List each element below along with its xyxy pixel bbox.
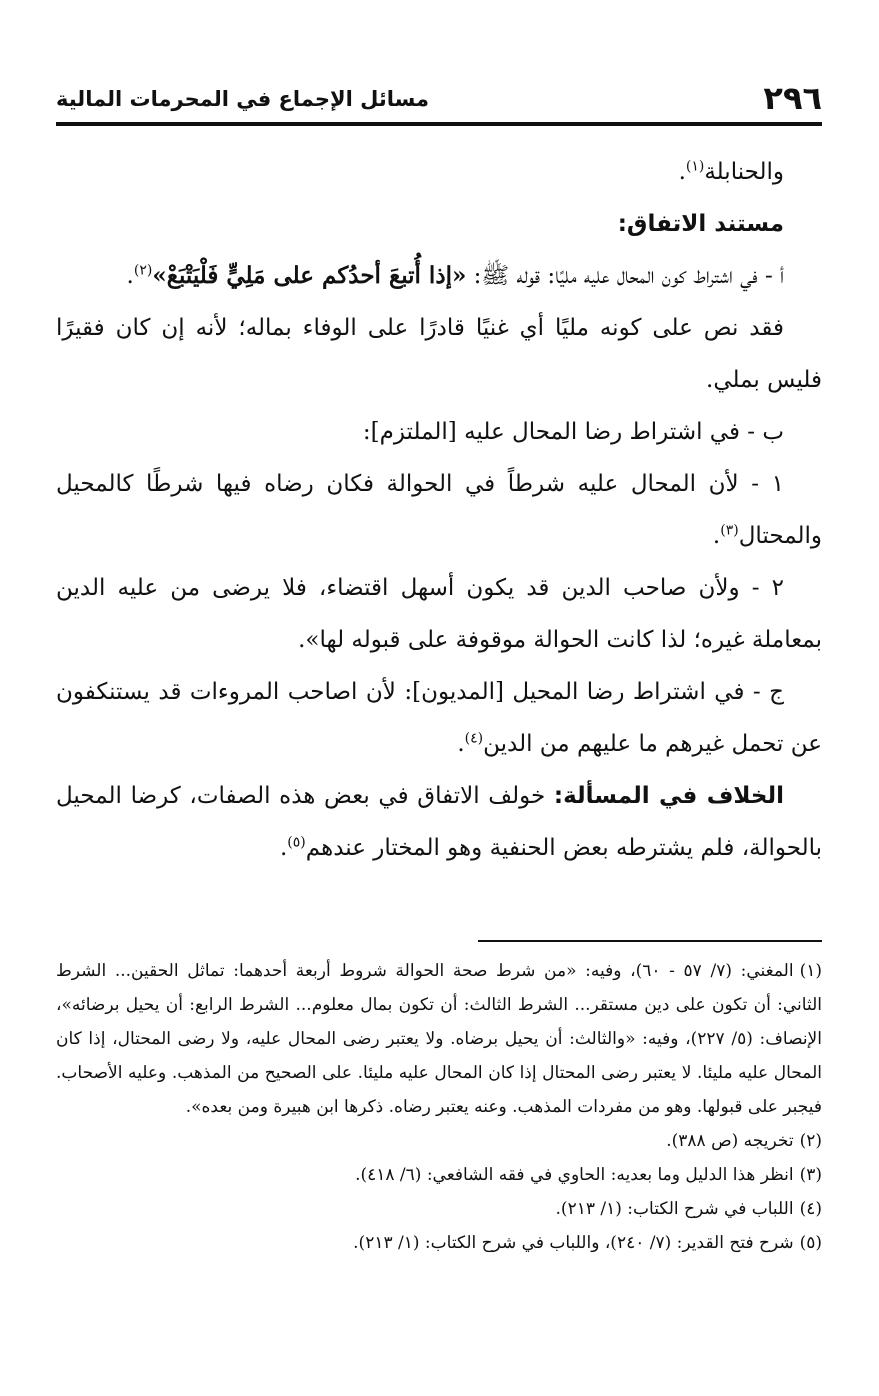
paragraph-one: ١ - لأن المحال عليه شرطاً في الحوالة فكان رضاه فيها شرطًا كالمحيل والمحتال$^{(٣)}$. bbox=[56, 471, 822, 549]
paragraph-jim: ج - في اشتراط رضا المحيل [المديون]: لأن اصاحب المروءات قد يستنكفون عن تحمل غيرهم ما عليهم من الدين$^{(٤)}$. bbox=[56, 679, 822, 757]
hadith-text: «إذا أُتبعَ أحدُكم على مَلِيٍّ فَلْيَتْبَعْ» bbox=[152, 262, 467, 289]
footnote-item: (١)المغني: (٧/ ٥٧ - ٦٠)، وفيه: «من شرط صحة الحوالة شروط أربعة أحدهما: تماثل الحقين... الشرط الثاني: أن تكون على دين مستقر... الشرط الثالث: أن تكون بمال معلوم... الشرط الرابع: أن يحيل برضائه»، الإنصاف: (٥/ ٢٢٧)، وفيه: «والثالث: أن يحيل برضاه. ولا يعتبر رضى المحال عليه، ولا رضى المحتال، إذا كان المحال عليه مليئا. لا يعتبر رضى المحتال إذا كان المحال عليه مليئا. على الصحيح من المذهب. وعليه الأصحاب. فيجبر على قبولها. وهو من مفردات المذهب. وعنه يعتبر رضاه. ذكرها ابن هبيرة ومن بعده». bbox=[56, 961, 822, 1117]
paragraph-explain: فقد نص على كونه مليًا أي غنيًا قادرًا على الوفاء بماله؛ لأنه إن كان فقيرًا فليس بملي. bbox=[56, 315, 822, 393]
footnote-item: (٤)اللباب في شرح الكتاب: (١/ ٢١٣). bbox=[555, 1199, 822, 1219]
footnote-ref-2: (٢) bbox=[133, 262, 153, 279]
running-title: مسائل الإجماع في المحرمات المالية bbox=[56, 87, 429, 111]
heading-mustanad: مستند الاتفاق: bbox=[617, 211, 784, 237]
page-number: ٢٩٦ bbox=[763, 79, 822, 117]
main-text bbox=[56, 146, 822, 874]
paragraph-alif: أ - في اشتراط كون المحال عليه مليًا: قوله ﷺ: «إذا أُتبعَ أحدُكم على مَلِيٍّ فَلْيَتْبَعْ»$^{(٢)}$. bbox=[126, 262, 784, 289]
footnote-ref-3: (٣) bbox=[720, 522, 739, 539]
footnotes bbox=[56, 954, 822, 1260]
footnote-separator bbox=[478, 940, 822, 942]
paragraph-two: ٢ - ولأن صاحب الدين قد يكون أسهل اقتضاء، فلا يرضى من عليه الدين بمعاملة غيره؛ لذا كانت الحوالة موقوفة على قبوله لها». bbox=[56, 575, 822, 653]
footnote-ref-1: (١) bbox=[685, 158, 705, 175]
paragraph-hanabila: والحنابلة$^{(١)}$. bbox=[678, 158, 784, 185]
footnote-item: (٢)تخريجه (ص ٣٨٨). bbox=[666, 1131, 822, 1151]
paragraph-ba: ب - في اشتراط رضا المحال عليه [الملتزم]: bbox=[362, 419, 784, 445]
khilaf-heading: الخلاف في المسألة: bbox=[553, 783, 784, 809]
footnote-ref-4: (٤) bbox=[464, 730, 484, 747]
paragraph-khilaf: الخلاف في المسألة: خولف الاتفاق في بعض هذه الصفات، كرضا المحيل بالحوالة، فلم يشترطه بعض الحنفية وهو المختار عندهم$^{(٥)}$. bbox=[56, 783, 822, 861]
page-header bbox=[56, 78, 822, 122]
footnote-item: (٥)شرح فتح القدير: (٧/ ٢٤٠)، واللباب في شرح الكتاب: (١/ ٢١٣). bbox=[353, 1233, 822, 1253]
header-rule bbox=[56, 122, 822, 126]
footnote-item: (٣)انظر هذا الدليل وما بعديه: الحاوي في فقه الشافعي: (٦/ ٤١٨). bbox=[355, 1165, 822, 1185]
footnote-ref-5: (٥) bbox=[287, 834, 306, 851]
